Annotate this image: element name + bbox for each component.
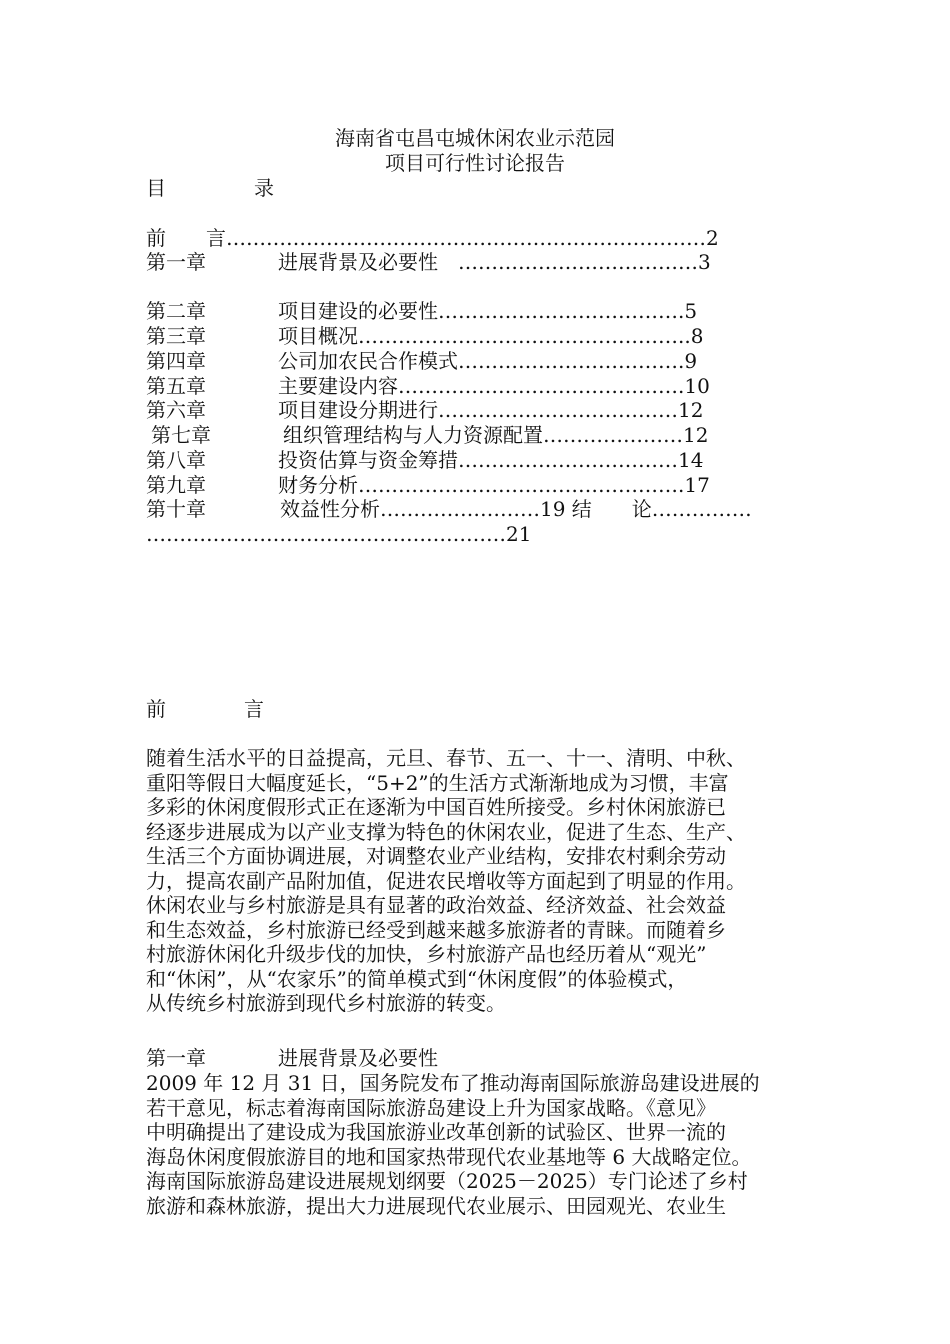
paragraph-line: 力，提高农副产品附加值，促进农民增收等方面起到了明显的作用。 bbox=[146, 868, 746, 893]
toc-chapter-number: 第六章 bbox=[146, 398, 206, 422]
toc-entry[interactable] bbox=[146, 374, 710, 398]
toc-entry[interactable] bbox=[146, 349, 698, 373]
paragraph-line: 和“休闲”，从“农家乐”的简单模式到“休闲度假”的体验模式， bbox=[146, 966, 688, 991]
toc-entry-preface[interactable]: 前 言………………………………………………………………2 bbox=[146, 226, 719, 250]
chapter-title: 进展背景及必要性 bbox=[278, 1046, 438, 1070]
chapter-number: 第一章 bbox=[146, 1046, 206, 1070]
paragraph-line: 经逐步进展成为以产业支撑为特色的休闲农业，促进了生态、生产、 bbox=[146, 819, 746, 844]
paragraph-line: 若干意见，标志着海南国际旅游岛建设上升为国家战略。《意见》 bbox=[146, 1095, 716, 1120]
toc-chapter-number: 第五章 bbox=[146, 374, 206, 398]
preface-heading-char: 前 bbox=[146, 697, 166, 721]
document-title: 海南省屯昌屯城休闲农业示范园 bbox=[335, 126, 615, 150]
toc-chapter-title: 项目概况…………………………………………..8 bbox=[278, 324, 704, 348]
paragraph-line: 休闲农业与乡村旅游是具有显著的政治效益、经济效益、社会效益 bbox=[146, 893, 726, 917]
toc-chapter-title: 投资估算与资金筹措……………………………14 bbox=[278, 448, 704, 472]
toc-heading bbox=[146, 176, 274, 200]
toc-chapter-title: 公司加农民合作模式…………………………….9 bbox=[278, 349, 698, 373]
paragraph-line: 多彩的休闲度假形式正在逐渐为中国百姓所接受。乡村休闲旅游已 bbox=[146, 795, 726, 819]
toc-chapter-number: 第九章 bbox=[146, 473, 206, 497]
toc-entry-continued[interactable]: ………………………………………………21 bbox=[146, 522, 532, 546]
paragraph-line: 和生态效益，乡村旅游已经受到越来越多旅游者的青睐。而随着乡 bbox=[146, 917, 726, 942]
toc-entry[interactable] bbox=[151, 423, 709, 447]
toc-chapter-title: 组织管理结构与人力资源配置…………………12 bbox=[283, 423, 709, 447]
toc-heading-char: 目 bbox=[146, 176, 166, 200]
toc-chapter-title: 项目建设的必要性……………………………….5 bbox=[278, 299, 698, 323]
paragraph-line: 海岛休闲度假旅游目的地和国家热带现代农业基地等 6 大战略定位。 bbox=[146, 1144, 752, 1169]
toc-entry[interactable] bbox=[146, 473, 710, 497]
paragraph-line: 2009 年 12 月 31 日，国务院发布了推动海南国际旅游岛建设进展的 bbox=[146, 1071, 760, 1095]
toc-entry[interactable] bbox=[146, 250, 711, 274]
paragraph-line: 海南国际旅游岛建设进展规划纲要（2025－2025）专门论述了乡村 bbox=[146, 1169, 748, 1193]
paragraph-line: 重阳等假日大幅度延长，“5+2”的生活方式渐渐地成为习惯，丰富 bbox=[146, 770, 729, 795]
toc-chapter-number: 第三章 bbox=[146, 324, 206, 348]
toc-chapter-title: 财务分析………………………………………….17 bbox=[278, 473, 710, 497]
toc-chapter-title: 项目建设分期进行………………………………12 bbox=[278, 398, 704, 422]
toc-chapter-number: 第八章 bbox=[146, 448, 206, 472]
toc-chapter-number: 第一章 bbox=[146, 250, 206, 274]
chapter1-heading bbox=[146, 1046, 438, 1070]
chapter1-paragraph bbox=[146, 1071, 816, 1218]
paragraph-line: 旅游和森林旅游，提出大力进展现代农业展示、田园观光、农业生 bbox=[146, 1193, 726, 1218]
preface-heading-char: 言 bbox=[244, 697, 264, 721]
toc-chapter-title: 进展背景及必要性 ………………………………3 bbox=[278, 250, 711, 274]
toc-chapter-number: 第四章 bbox=[146, 349, 206, 373]
paragraph-line: 随着生活水平的日益提高，元旦、春节、五一、十一、清明、中秋、 bbox=[146, 746, 746, 770]
toc-heading-char: 录 bbox=[254, 176, 274, 200]
toc-chapter-title: 主要建设内容…………………………………….10 bbox=[278, 374, 710, 398]
toc-entry[interactable] bbox=[146, 299, 698, 323]
toc-chapter-title: 效益性分析……………………19 结 论…………… bbox=[280, 497, 752, 521]
toc-entry[interactable] bbox=[146, 497, 752, 521]
paragraph-line: 从传统乡村旅游到现代乡村旅游的转变。 bbox=[146, 991, 506, 1015]
toc-entry[interactable] bbox=[146, 398, 704, 422]
toc-entry[interactable] bbox=[146, 448, 704, 472]
paragraph-line: 村旅游休闲化升级步伐的加快，乡村旅游产品也经历着从“观光” bbox=[146, 942, 707, 966]
document-subtitle: 项目可行性讨论报告 bbox=[385, 151, 565, 175]
preface-heading bbox=[146, 697, 264, 721]
paragraph-line: 中明确提出了建设成为我国旅游业改革创新的试验区、世界一流的 bbox=[146, 1120, 726, 1144]
toc-chapter-number: 第十章 bbox=[146, 497, 206, 521]
toc-chapter-number: 第七章 bbox=[151, 423, 211, 447]
toc-entry[interactable] bbox=[146, 324, 704, 348]
paragraph-line: 生活三个方面协调进展，对调整农业产业结构，安排农村剩余劳动 bbox=[146, 844, 726, 868]
preface-paragraph bbox=[146, 746, 816, 1016]
toc-chapter-number: 第二章 bbox=[146, 299, 206, 323]
